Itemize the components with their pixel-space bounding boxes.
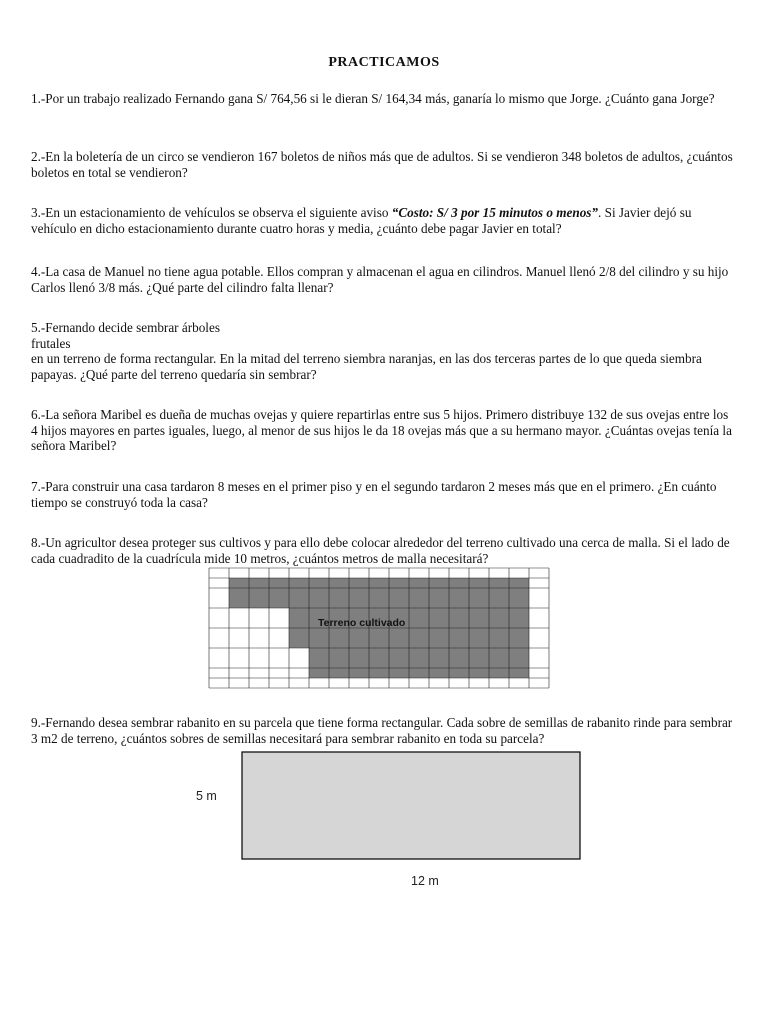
- rectangle-diagram: [190, 748, 590, 893]
- problem-text: .-La casa de Manuel no tiene agua potable. Ellos compran y almacenan el agua en cilindros. Manuel llenó 2/8 del cilindro y su hijo Carlos llenó 3/8 más. ¿Qué parte del cilindro falta llenar?: [31, 264, 729, 295]
- problem-number: 9: [31, 715, 38, 730]
- problem-number: 7: [31, 479, 38, 494]
- problem-text-line3: en un terreno de forma rectangular. En la mitad del terreno siembra naranjas, en las dos terceras partes de lo que queda siembra papayas. ¿Qué parte del terreno quedaría sin sembrar?: [31, 351, 702, 382]
- problem-text: .-Un agricultor desea proteger sus cultivos y para ello debe colocar alrededor del terreno cultivado una cerca de malla. Si el lado de cada cuadradito de la cuadrícula mide 10 metros, ¿cuántos metros de malla necesitará?: [31, 535, 730, 566]
- problem-text-line1: .-Fernando decide sembrar árboles: [37, 320, 220, 335]
- plot-rectangle-figure: [190, 748, 590, 898]
- grid-diagram: [208, 567, 556, 689]
- problem-text: .-En un estacionamiento de vehículos se observa el siguiente aviso: [37, 205, 392, 220]
- problem-text-line2: frutales: [31, 335, 71, 351]
- problem-number: 8: [31, 535, 38, 550]
- grid-label: Terreno cultivado: [318, 617, 406, 629]
- problem-5: [31, 320, 737, 382]
- problem-text: .-Fernando desea sembrar rabanito en su parcela que tiene forma rectangular. Cada sobre de semillas de rabanito rinde para sembrar 3 m2 de terreno, ¿cuántos sobres de semillas necesitará para sembrar rabanito en toda su parcela?: [31, 715, 733, 746]
- problem-text: .-Para construir una casa tardaron 8 meses en el primer piso y en el segundo tardaron 2 meses más que en el primero. ¿En cuánto tiempo se construyó toda la casa?: [31, 479, 717, 510]
- problem-number: 2: [31, 149, 38, 164]
- height-label: 5 m: [196, 789, 217, 803]
- problem-text: .-En la boletería de un circo se vendieron 167 boletos de niños más que de adultos. Si se vendieron 348 boletos de adultos, ¿cuántos boletos en total se vendieron?: [31, 149, 733, 180]
- problem-number: 1: [31, 91, 38, 106]
- width-label: 12 m: [411, 874, 439, 888]
- problem-number: 5: [31, 320, 38, 335]
- problem-number: 4: [31, 264, 38, 279]
- problem-7: [31, 479, 737, 510]
- problem-4: [31, 264, 737, 295]
- plot-rectangle: [242, 752, 580, 859]
- cultivated-land-grid: [208, 567, 556, 694]
- problem-3: [31, 205, 737, 236]
- problem-1: [31, 91, 737, 107]
- page-title: PRACTICAMOS: [328, 55, 440, 70]
- problem-6: [31, 407, 737, 454]
- problem-number: 3: [31, 205, 38, 220]
- problem-9: [31, 715, 737, 746]
- problem-text: .-La señora Maribel es dueña de muchas ovejas y quiere repartirlas entre sus 5 hijos. Primero distribuye 132 de sus ovejas entre los 4 hijos mayores en partes iguales, luego, al menor de sus hijos le da 18 ovejas más que a su hermano mayor. ¿Cuántas ovejas tenía la señora Maribel?: [31, 407, 732, 453]
- problem-8: [31, 535, 737, 566]
- problem-text: .-Por un trabajo realizado Fernando gana S/ 764,56 si le dieran S/ 164,34 más, ganaría lo mismo que Jorge. ¿Cuánto gana Jorge?: [37, 91, 715, 106]
- problem-number: 6: [31, 407, 38, 422]
- problem-2: [31, 149, 737, 180]
- parking-sign-quote: “Costo: S/ 3 por 15 minutos o menos”: [391, 205, 599, 220]
- problem-text-end: . Si Javier dejó su vehículo en dicho estacionamiento durante cuatro horas y media, ¿cuánto debe pagar Javier en total?: [31, 205, 692, 236]
